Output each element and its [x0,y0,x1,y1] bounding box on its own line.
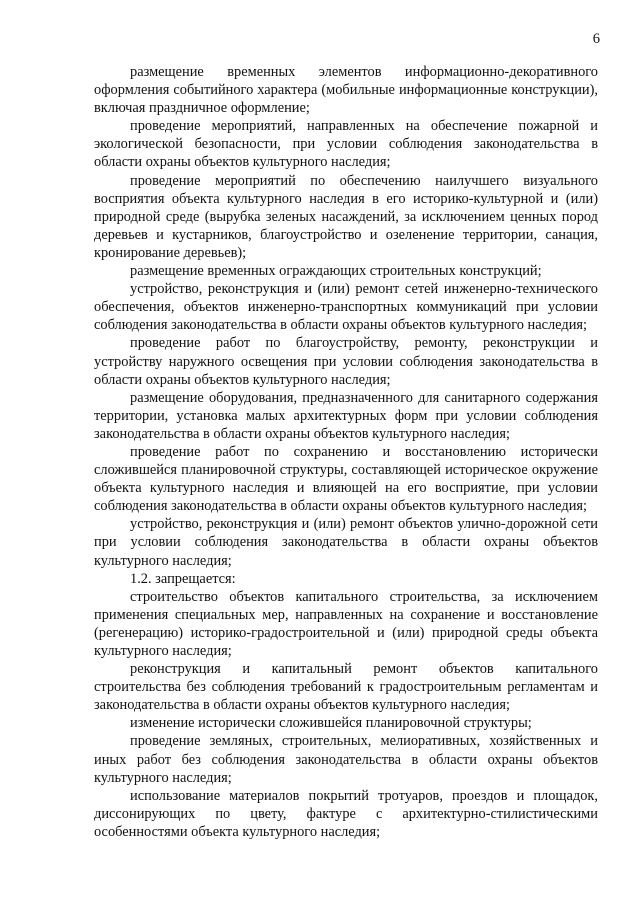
paragraph: размещение временных ограждающих строительных конструкций; [130,263,542,280]
paragraph: реконструкция и капитальный ремонт объектов капитального строительства без соблюдения требований к градостроительным регламентам и законодательства в области охраны объектов культурного наследия; [94,661,598,714]
paragraph: проведение земляных, строительных, мелиоративных, хозяйственных и иных работ без соблюдения законодательства в области охраны объектов культурного наследия; [94,733,598,786]
paragraph: устройство, реконструкция и (или) ремонт сетей инженерно-технического обеспечения, объектов инженерно-транспортных коммуникаций при условии соблюдения законодательства в области охраны объектов культурного наследия; [94,281,598,334]
paragraph: проведение работ по благоустройству, ремонту, реконструкции и устройству наружного освещения при условии соблюдения законодательства в области охраны объектов культурного наследия; [94,335,598,388]
paragraph: изменение исторически сложившейся планировочной структуры; [130,715,532,732]
paragraph: проведение мероприятий по обеспечению наилучшего визуального восприятия объекта культурного наследия в его историко-культурной и (или) природной среде (вырубка зеленых насаждений, за исключением ценных пород деревьев и кустарников, благоустройство и озеленение территории, санация, кронирование деревьев); [94,172,598,261]
section-heading: 1.2. запрещается: [130,570,236,587]
paragraph: устройство, реконструкция и (или) ремонт объектов улично-дорожной сети при условии соблюдения законодательства в области охраны объектов культурного наследия; [94,516,598,569]
paragraph: размещение временных элементов информационно-декоративного оформления событийного характера (мобильные информационные конструкции), включая праздничное оформление; [94,64,598,117]
paragraph: размещение оборудования, предназначенного для санитарного содержания территории, установка малых архитектурных форм при условии соблюдения законодательства в области охраны объектов культурного наследия; [94,389,598,442]
page-number: 6 [592,31,600,47]
paragraph: использование материалов покрытий тротуаров, проездов и площадок, диссонирующих по цвету, фактуре с архитектурно-стилистическими особенностями объекта культурного наследия; [94,787,598,840]
document-body [94,63,598,841]
paragraph: проведение работ по сохранению и восстановлению исторически сложившейся планировочной структуры, составляющей историческое окружение объекта культурного наследия и влияющей на его восприятие, при условии соблюдения законодательства в области охраны объектов культурного наследия; [94,443,598,515]
paragraph: строительство объектов капитального строительства, за исключением применения специальных мер, направленных на сохранение и восстановление (регенерацию) историко-градостроительной и (или) природной среды объекта культурного наследия; [94,588,598,659]
paragraph: проведение мероприятий, направленных на обеспечение пожарной и экологической безопасности, при условии соблюдения законодательства в области охраны объектов культурного наследия; [94,118,598,171]
